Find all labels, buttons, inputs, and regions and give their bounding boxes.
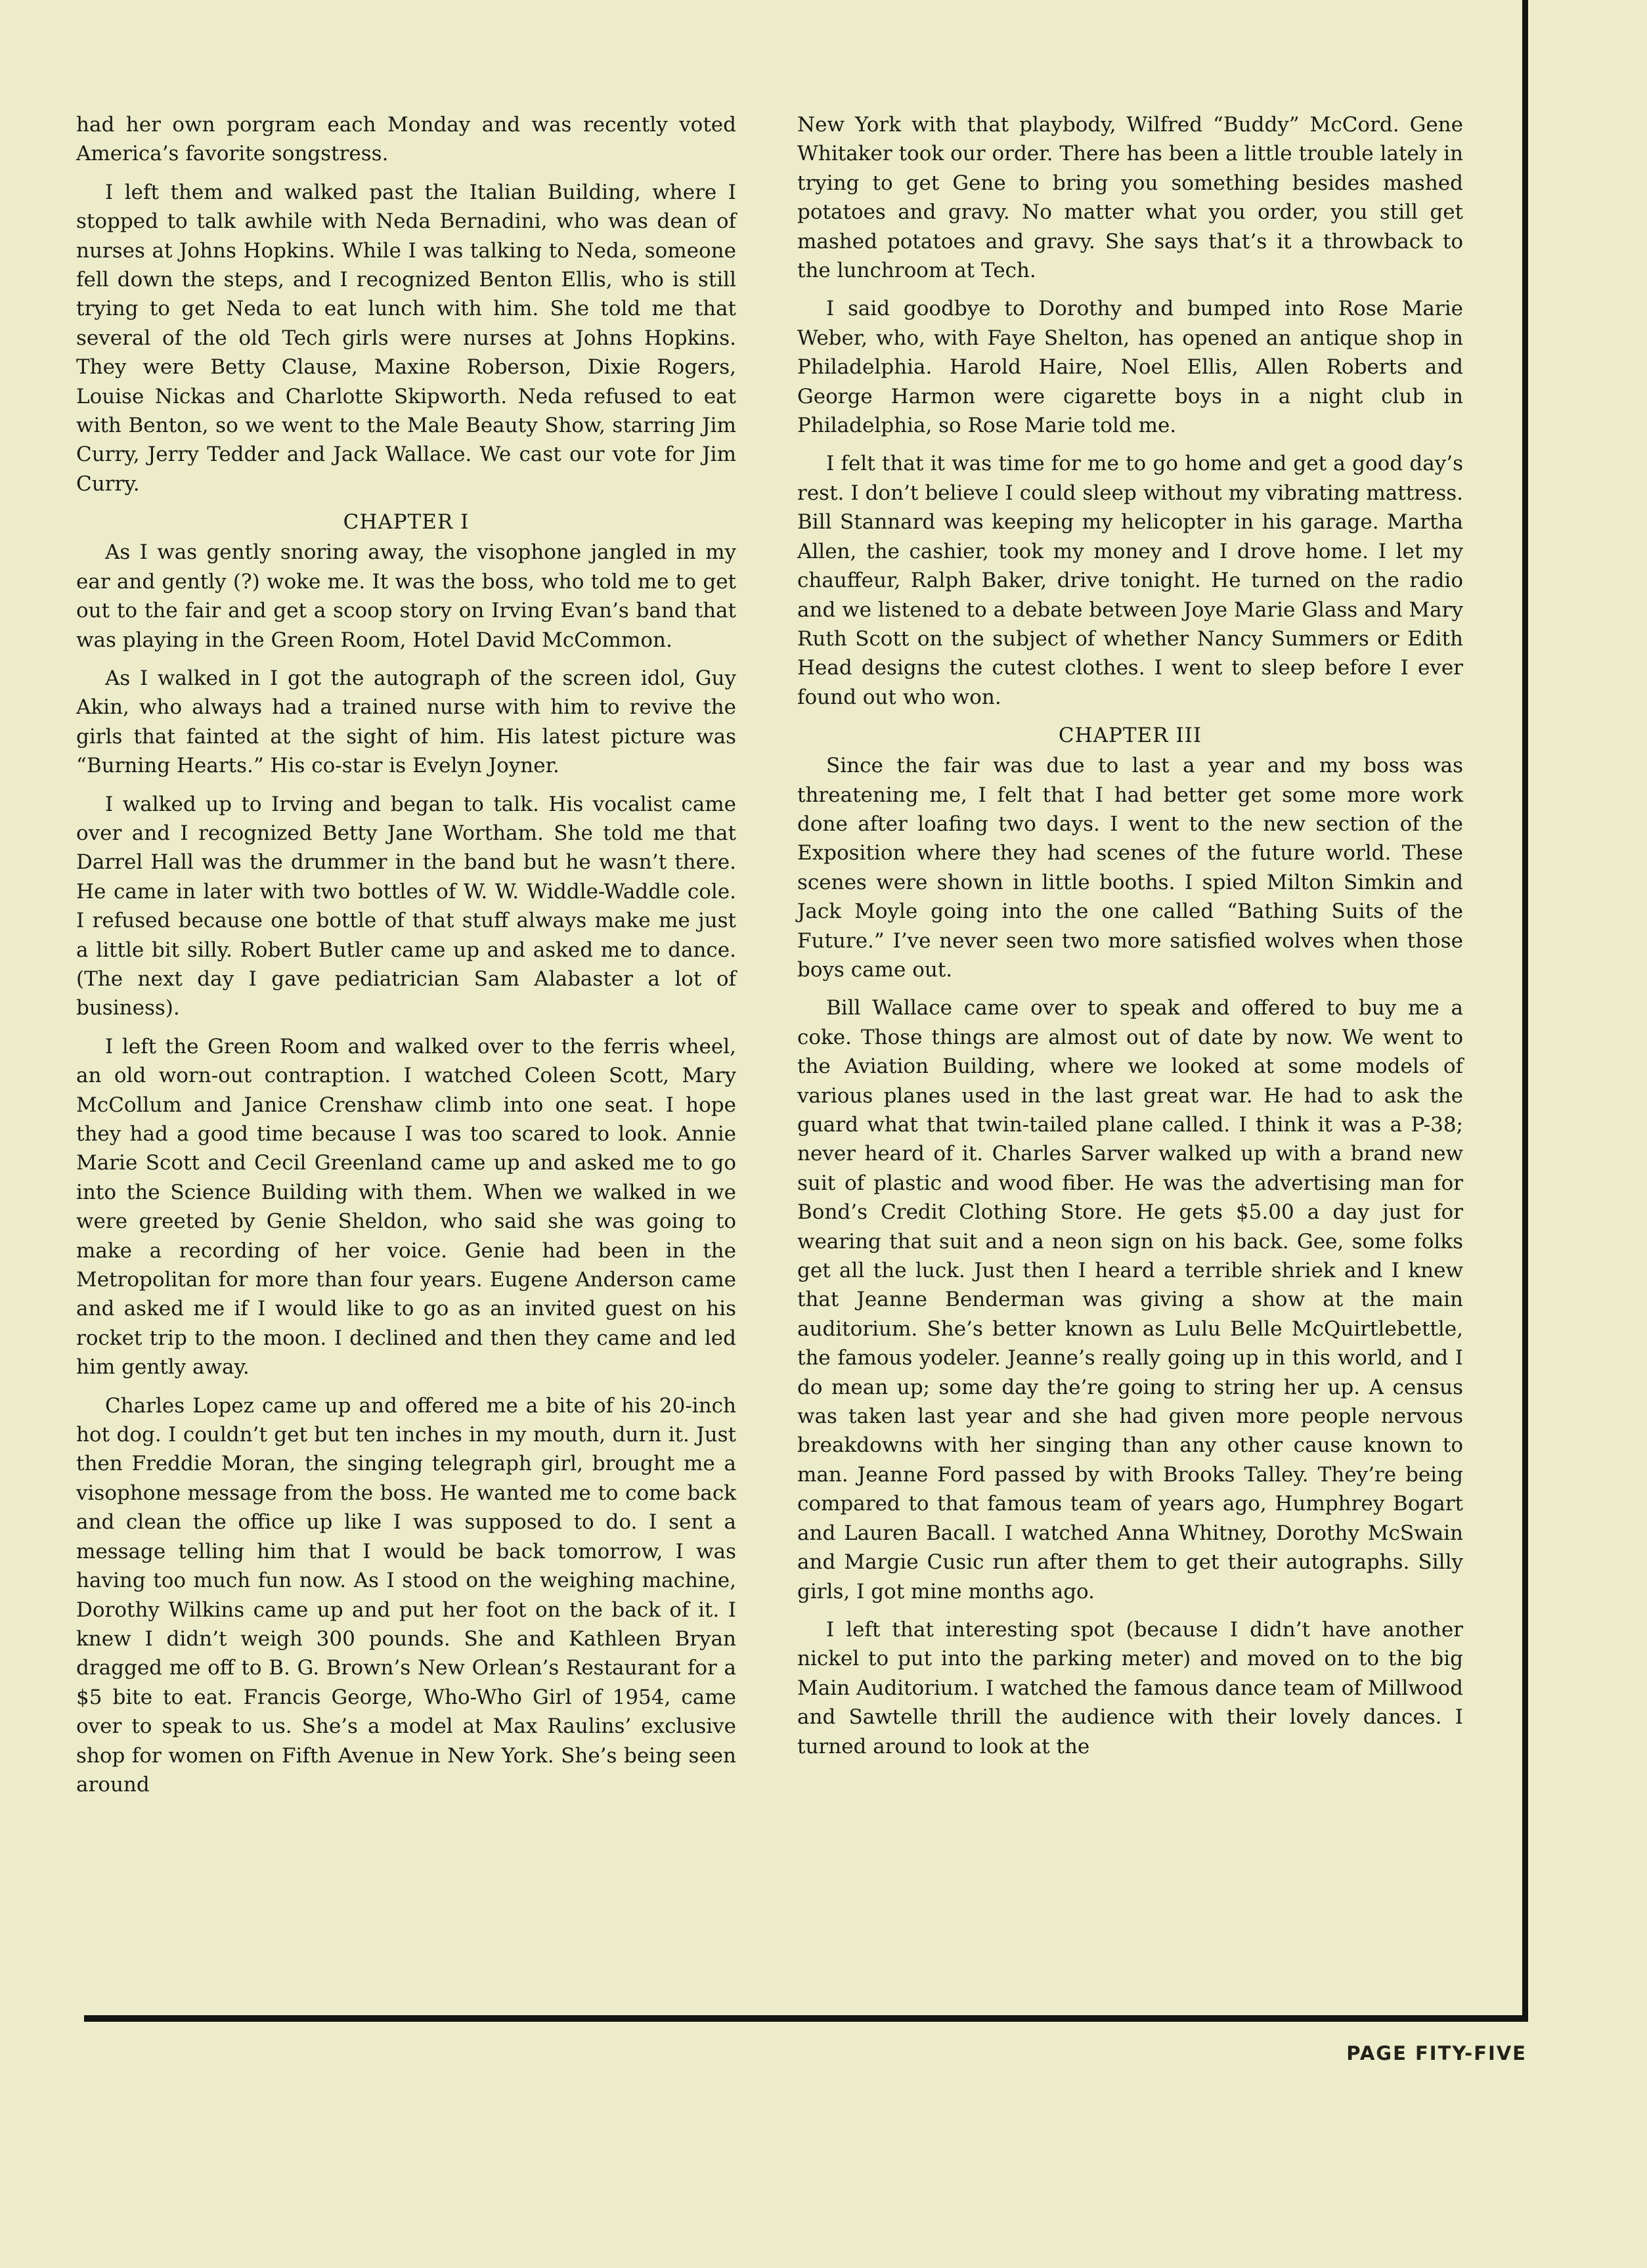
- page-number: PAGE FITY-FIVE: [1346, 2042, 1527, 2064]
- paragraph: had her own porgram each Monday and was recently voted America’s favorite songstress.: [76, 113, 736, 166]
- paragraph: As I walked in I got the autograph of the screen idol, Guy Akin, who always had a trained nurse with him to revive the girls that fainted at the sight of him. His latest picture was “Burning Hearts.” His co-star is Evelyn Joyner.: [76, 666, 736, 778]
- right-border-rule: [1522, 0, 1528, 2021]
- paragraph: Since the fair was due to last a year and my boss was threatening me, I felt that I had better get some more work done after loafing two days. I went to the new section of the Exposition where they had scenes of the future world. These scenes were shown in little booths. I spied Milton Simkin and Jack Moyle going into the one called “Bathing Suits of the Future.” I’ve never seen two more satisfied wolves when those boys came out.: [797, 754, 1463, 982]
- paragraph: Bill Wallace came over to speak and offered to buy me a coke. Those things are almost out of date by now. We went to the Aviation Building, where we looked at some models of various planes used in the last great war. He had to ask the guard what that twin-tailed plane called. I think it was a P-38; never heard of it. Charles Sarver walked up with a brand new suit of plastic and wood fiber. He was the advertising man for Bond’s Credit Clothing Store. He gets $5.00 a day just for wearing that suit and a neon sign on his back. Gee, some folks get all the luck. Just then I heard a terrible shriek and I knew that Jeanne Benderman was giving a show at the main auditorium. She’s better known as Lulu Belle McQuirtlebettle, the famous yodeler. Jeanne’s really going up in this world, and I do mean up; some day the’re going to string her up. A census was taken last year and she had given more people nervous breakdowns with her singing than any other cause known to man. Jeanne Ford passed by with Brooks Talley. They’re being compared to that famous team of years ago, Humphrey Bogart and Lauren Bacall. I watched Anna Whitney, Dorothy McSwain and Margie Cusic run after them to get their autographs. Silly girls, I got mine months ago.: [797, 996, 1463, 1603]
- paragraph: I left that interesting spot (because I didn’t have another nickel to put into the parking meter) and moved on to the big Main Auditorium. I watched the famous dance team of Millwood and Sawtelle thrill the audience with their lovely dances. I turned around to look at the: [797, 1617, 1463, 1758]
- paragraph: New York with that playbody, Wilfred “Buddy” McCord. Gene Whitaker took our order. There has been a little trouble lately in trying to get Gene to bring you something besides mashed potatoes and gravy. No matter what you order, you still get mashed potatoes and gravy. She says that’s it a throwback to the lunchroom at Tech.: [797, 113, 1463, 283]
- paragraph: I said goodbye to Dorothy and bumped into Rose Marie Weber, who, with Faye Shelton, has opened an antique shop in Philadelphia. Harold Haire, Noel Ellis, Allen Roberts and George Harmon were cigarette boys in a night club in Philadelphia, so Rose Marie told me.: [797, 297, 1463, 438]
- paragraph: I left the Green Room and walked over to the ferris wheel, an old worn-out contraption. I watched Coleen Scott, Mary McCollum and Janice Crenshaw climb into one seat. I hope they had a good time because I was too scared to look. Annie Marie Scott and Cecil Greenland came up and asked me to go into the Science Building with them. When we walked in we were greeted by Genie Sheldon, who said she was going to make a recording of her voice. Genie had been in the Metropolitan for more than four years. Eugene Anderson came and asked me if I would like to go as an invited guest on his rocket trip to the moon. I declined and then they came and led him gently away.: [76, 1034, 736, 1380]
- right-text-column: [797, 110, 1463, 1770]
- chapter-heading: CHAPTER I: [343, 510, 470, 534]
- paragraph: Charles Lopez came up and offered me a bite of his 20-inch hot dog. I couldn’t get but ten inches in my mouth, durn it. Just then Freddie Moran, the singing telegraph girl, brought me a visophone message from the boss. He wanted me to come back and clean the office up like I was supposed to do. I sent a message telling him that I would be back tomorrow, I was having too much fun now. As I stood on the weighing machine, Dorothy Wilkins came up and put her foot on the back of it. I knew I didn’t weigh 300 pounds. She and Kathleen Bryan dragged me off to B. G. Brown’s New Orlean’s Restaurant for a $5 bite to eat. Francis George, Who-Who Girl of 1954, came over to speak to us. She’s a model at Max Raulins’ exclusive shop for women on Fifth Avenue in New York. She’s being seen around: [76, 1393, 736, 1797]
- paragraph: I left them and walked past the Italian Building, where I stopped to talk awhile with Neda Bernadini, who was dean of nurses at Johns Hopkins. While I was talking to Neda, someone fell down the steps, and I recognized Benton Ellis, who is still trying to get Neda to eat lunch with him. She told me that several of the old Tech girls were nurses at Johns Hopkins. They were Betty Clause, Maxine Roberson, Dixie Rogers, Louise Nickas and Charlotte Skipworth. Neda refused to eat with Benton, so we went to the Male Beauty Show, starring Jim Curry, Jerry Tedder and Jack Wallace. We cast our vote for Jim Curry.: [76, 180, 736, 496]
- left-text-column: [76, 110, 736, 1808]
- bottom-border-rule: [84, 2015, 1528, 2022]
- paragraph: I felt that it was time for me to go home and get a good day’s rest. I don’t believe I could sleep without my vibrating mattress. Bill Stannard was keeping my helicopter in his garage. Martha Allen, the cashier, took my money and I drove home. I let my chauffeur, Ralph Baker, drive tonight. He turned on the radio and we listened to a debate between Joye Marie Glass and Mary Ruth Scott on the subject of whether Nancy Summers or Edith Head designs the cutest clothes. I went to sleep before I ever found out who won.: [797, 452, 1463, 709]
- chapter-heading: CHAPTER III: [1058, 724, 1202, 748]
- paragraph: I walked up to Irving and began to talk. His vocalist came over and I recognized Betty Jane Wortham. She told me that Darrel Hall was the drummer in the band but he wasn’t there. He came in later with two bottles of W. W. Widdle-Waddle cole. I refused because one bottle of that stuff always make me just a little bit silly. Robert Butler came up and asked me to dance. (The next day I gave pediatrician Sam Alabaster a lot of business).: [76, 792, 736, 1020]
- paragraph: As I was gently snoring away, the visophone jangled in my ear and gently (?) woke me. It was the boss, who told me to get out to the fair and get a scoop story on Irving Evan’s band that was playing in the Green Room, Hotel David McCommon.: [76, 540, 736, 652]
